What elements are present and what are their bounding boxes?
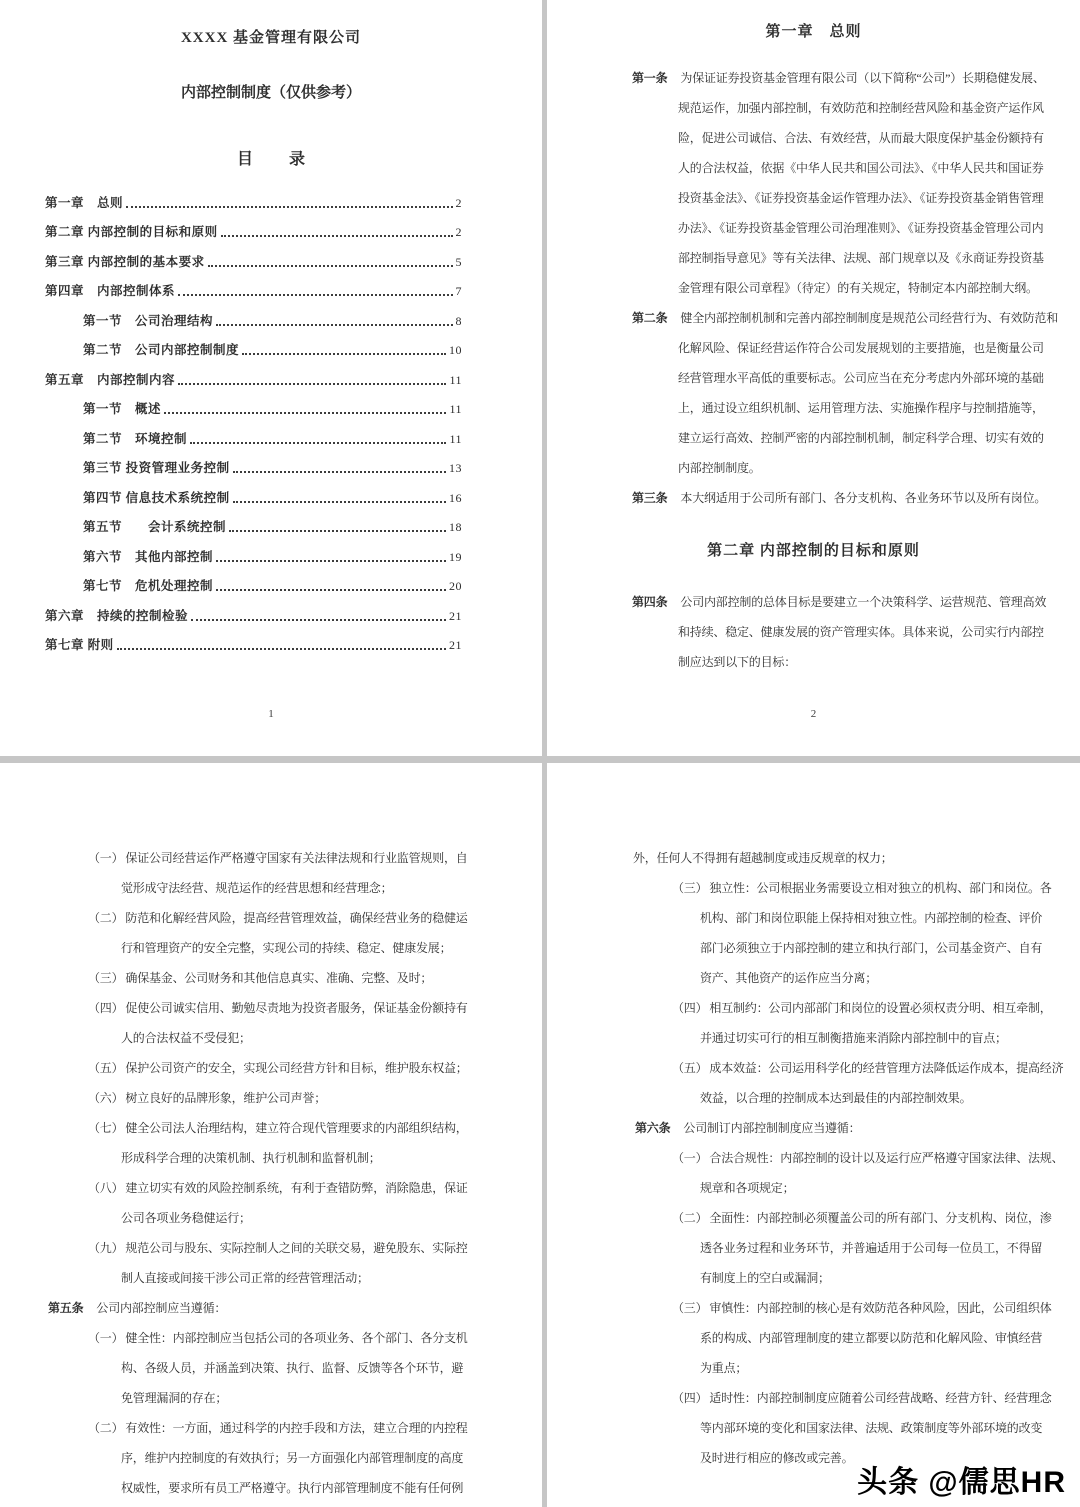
toc-entry	[45, 506, 462, 536]
chapter2-paragraphs	[547, 587, 1080, 677]
text-line	[547, 123, 1080, 153]
toc-dot-leader	[242, 353, 446, 355]
line-text: 审慎性：内部控制的核心是有效防范各种风险，因此，公司组织体	[709, 1301, 1052, 1315]
item-label: （五）	[672, 1061, 708, 1075]
toc-entry-label: 第七节 危机处理控制	[83, 579, 214, 593]
text-line	[547, 1023, 1080, 1053]
text-line	[547, 93, 1080, 123]
toc-entry	[45, 299, 462, 329]
text-line	[547, 963, 1080, 993]
line-text: 人的合法权益，依据《中华人民共和国公司法》、《中华人民共和国证券	[678, 161, 1044, 175]
line-text: 上，通过设立组织机制、运用管理方法、实施操作程序与控制措施等，	[678, 401, 1044, 415]
line-text: 资产、其他资产的运作应当分离；	[700, 971, 878, 985]
text-line	[547, 1383, 1080, 1413]
line-text: 防范和化解经营风险，提高经营管理效益，确保经营业务的稳健运	[125, 911, 468, 925]
line-text: 经营管理水平高低的重要标志。公司应当在充分考虑内外部环境的基础	[678, 371, 1044, 385]
page-number-1: 1	[268, 708, 274, 720]
toc-dot-leader	[233, 471, 446, 473]
toc-entry-label: 第五章 内部控制内容	[45, 372, 176, 387]
text-line	[547, 1143, 1080, 1173]
toc-entry-label: 第四节 信息技术系统控制	[83, 490, 230, 505]
line-text: 行和管理资产的安全完整，实现公司的持续、稳定、健康发展；	[121, 941, 452, 955]
text-line	[0, 843, 542, 873]
line-text: 健全性：内部控制应当包括公司的各项业务、各个部门、各分支机	[125, 1331, 468, 1345]
toc-entry-label: 第五节 会计系统控制	[83, 520, 227, 534]
line-text: 效益，以合理的控制成本达到最佳的内部控制效果。	[700, 1091, 972, 1105]
toc-entry	[45, 181, 462, 211]
toc-entry-page: 11	[449, 372, 462, 387]
text-line	[547, 843, 1080, 873]
toc-entry-page: 18	[449, 520, 462, 534]
item-label: （三）	[88, 971, 124, 985]
line-text: 制应达到以下的目标：	[678, 655, 797, 669]
toc-dot-leader	[190, 442, 446, 444]
text-line	[547, 303, 1080, 333]
toc-entry	[45, 211, 462, 241]
toc-entry	[45, 476, 462, 506]
line-text: 公司内部控制的总体目标是要建立一个决策科学、运营规范、管理高效	[680, 595, 1047, 609]
line-text: 保护公司资产的安全，实现公司经营方针和目标，维护股东权益；	[125, 1061, 468, 1075]
text-line	[0, 1413, 542, 1443]
item-label: （五）	[88, 1061, 124, 1075]
text-line	[547, 333, 1080, 363]
text-line	[547, 1173, 1080, 1203]
text-line	[547, 873, 1080, 903]
line-text: 健全内部控制机制和完善内部控制制度是规范公司经营行为、有效防范和	[680, 311, 1059, 325]
item-label: （三）	[672, 881, 708, 895]
line-text: 化解风险、保证经营运作符合公司发展规划的主要措施，也是衡量公司	[678, 341, 1044, 355]
text-line	[0, 903, 542, 933]
text-line	[0, 1113, 542, 1143]
article-label: 第三条	[632, 491, 668, 505]
item-label: （一）	[88, 851, 124, 865]
toc-entry-label: 第二节 环境控制	[83, 431, 188, 446]
line-text: 本大纲适用于公司所有部门、各分支机构、各业务环节以及所有岗位。	[680, 491, 1047, 505]
toc-entry-page: 11	[449, 431, 462, 446]
toc-dot-leader	[221, 235, 453, 237]
chapter2-heading: 第二章 内部控制的目标和原则	[707, 543, 920, 559]
article-label: 第二条	[632, 311, 668, 325]
item-label: （一）	[88, 1331, 124, 1345]
page-gutter-horizontal	[0, 756, 1080, 763]
toc-entry-label: 第七章 附则	[45, 638, 114, 652]
item-label: 第五条	[48, 1301, 84, 1315]
toc-entry	[45, 270, 462, 300]
text-line	[0, 1353, 542, 1383]
text-line	[0, 1473, 542, 1503]
toc-entry	[45, 624, 462, 654]
text-line	[547, 423, 1080, 453]
line-text: 透各业务过程和业务环节，并普遍适用于公司每一位员工，不得留	[700, 1241, 1043, 1255]
toc-entry-label: 第二章 内部控制的目标和原则	[45, 225, 218, 239]
toc-dot-leader	[178, 294, 452, 296]
line-text: 合法合规性：内部控制的设计以及运行应严格遵守国家法律、法规、	[709, 1151, 1064, 1165]
text-line	[547, 453, 1080, 483]
toc-page	[0, 0, 542, 756]
toc-entry-label: 第二节 公司内部控制制度	[83, 343, 240, 357]
toc-dot-leader	[216, 324, 452, 326]
line-text: 为保证证券投资基金管理有限公司（以下简称“公司”）长期稳健发展、	[680, 71, 1045, 85]
toc-entry	[45, 417, 462, 447]
line-text: 险，促进公司诚信、合法、有效经营，从而最大限度保护基金份额持有	[678, 131, 1044, 145]
text-line	[547, 1353, 1080, 1383]
goals-page	[0, 763, 542, 1507]
toc-dot-leader	[178, 383, 446, 385]
toc-entry	[45, 565, 462, 595]
text-line	[547, 483, 1080, 513]
toc-entry-page: 13	[449, 461, 462, 475]
line-text: 和持续、稳定、健康发展的资产管理实体。具体来说，公司实行内部控	[678, 625, 1044, 639]
article-label: 第一条	[632, 71, 668, 85]
text-line	[547, 1203, 1080, 1233]
line-text: 有制度上的空白或漏洞；	[700, 1271, 830, 1285]
line-text: 免管理漏洞的存在；	[121, 1391, 228, 1405]
line-text: 建立切实有效的风险控制系统，有利于查错防弊，消除隐患，保证	[125, 1181, 468, 1195]
line-text: 相互制约：公司内部部门和岗位的设置必须权责分明、相互牵制，	[709, 1001, 1052, 1015]
text-line	[0, 1443, 542, 1473]
goals-paragraphs	[0, 763, 542, 1503]
text-line	[0, 933, 542, 963]
line-text: 序，维护内控制度的有效执行；另一方面强化内部管理制度的高度	[121, 1451, 464, 1465]
toc-entry-page: 16	[449, 490, 462, 505]
line-text: 为重点；	[700, 1361, 748, 1375]
line-text: 觉形成守法经营、规范运作的经营思想和经营理念；	[121, 881, 393, 895]
toc-entry-page: 5	[455, 254, 462, 269]
toc-entry-page: 10	[449, 343, 462, 357]
text-line	[547, 1263, 1080, 1293]
text-line	[0, 993, 542, 1023]
text-line	[547, 1113, 1080, 1143]
chapter1-paragraphs	[547, 63, 1080, 513]
toc-entry-page: 19	[449, 549, 462, 564]
line-text: 适时性：内部控制制度应随着公司经营战略、经营方针、经营理念	[709, 1391, 1052, 1405]
item-label: （六）	[88, 1091, 124, 1105]
text-line	[547, 393, 1080, 423]
text-line	[547, 587, 1080, 617]
page-number-2: 2	[810, 708, 817, 720]
toc-entry-label: 第一节 概述	[83, 402, 162, 416]
chapter1-heading: 第一章 总则	[765, 24, 862, 40]
text-line	[547, 1323, 1080, 1353]
text-line	[0, 1203, 542, 1233]
toc-entry	[45, 388, 462, 418]
toc-entry	[45, 535, 462, 565]
line-text: 公司各项业务稳健运行；	[121, 1211, 251, 1225]
line-text: 机构、部门和岗位职能上保持相对独立性。内部控制的检查、评价	[700, 911, 1043, 925]
text-line	[0, 1173, 542, 1203]
toc-entry-label: 第六章 持续的控制检验	[45, 608, 189, 623]
toc-entry-page: 21	[449, 638, 462, 652]
toc-entry-label: 第三节 投资管理业务控制	[83, 461, 230, 475]
line-text: 建立运行高效、控制严密的内部控制机制，制定科学合理、切实有效的	[678, 431, 1044, 445]
line-text: 促使公司诚实信用、勤勉尽责地为投资者服务，保证基金份额持有	[125, 1001, 468, 1015]
line-text: 构、各级人员，并涵盖到决策、执行、监督、反馈等各个环节，避	[121, 1361, 464, 1375]
text-line	[547, 363, 1080, 393]
toc-dot-leader	[233, 501, 446, 503]
toc-list	[0, 181, 542, 653]
toc-entry-page: 2	[455, 195, 462, 210]
item-label: （八）	[88, 1181, 124, 1195]
text-line	[0, 1053, 542, 1083]
toc-entry-label: 第三章 内部控制的基本要求	[45, 254, 205, 269]
toc-entry-page: 2	[455, 225, 462, 239]
toc-entry	[45, 594, 462, 624]
line-text: 人的合法权益不受侵犯；	[121, 1031, 251, 1045]
item-label: （二）	[672, 1211, 708, 1225]
toc-entry-label: 第一章 总则	[45, 195, 124, 210]
line-text: 办法》、《证券投资基金管理公司治理准则》、《证券投资基金管理公司内	[678, 221, 1044, 235]
text-line	[0, 1323, 542, 1353]
line-text: 公司内部控制应当遵循：	[96, 1301, 227, 1315]
item-label: （一）	[672, 1151, 708, 1165]
item-label: （二）	[88, 911, 124, 925]
toc-entry	[45, 329, 462, 359]
text-line	[0, 1233, 542, 1263]
text-line	[0, 1023, 542, 1053]
line-text: 投资基金法》、《证券投资基金运作管理办法》、《证券投资基金销售管理	[678, 191, 1044, 205]
item-label: （二）	[88, 1421, 124, 1435]
text-line	[0, 1143, 542, 1173]
item-label: （四）	[672, 1391, 708, 1405]
line-text: 有效性：一方面，通过科学的内控手段和方法，建立合理的内控程	[125, 1421, 468, 1435]
text-line	[547, 1413, 1080, 1443]
text-line	[547, 617, 1080, 647]
text-line	[0, 1263, 542, 1293]
toc-dot-leader	[191, 619, 446, 621]
line-text: 内部控制制度。	[678, 461, 761, 475]
toc-entry-page: 7	[455, 284, 462, 298]
toc-dot-leader	[216, 560, 446, 562]
item-label: （七）	[88, 1121, 124, 1135]
text-line	[0, 963, 542, 993]
text-line	[547, 63, 1080, 93]
text-line	[547, 1293, 1080, 1323]
toc-entry-page: 21	[449, 608, 462, 623]
line-text: 权威性，要求所有员工严格遵守。执行内部管理制度不能有任何例	[121, 1481, 464, 1495]
line-text: 系的构成、内部管理制度的建立都要以防范和化解风险、审慎经营	[700, 1331, 1043, 1345]
toc-entry	[45, 358, 462, 388]
toc-dot-leader	[229, 530, 446, 532]
line-text: 保证公司经营运作严格遵守国家有关法律法规和行业监管规则，自	[125, 851, 468, 865]
line-text: 全面性：内部控制必须覆盖公司的所有部门、分支机构、岗位，渗	[709, 1211, 1052, 1225]
line-text: 形成科学合理的决策机制、执行机制和监督机制；	[121, 1151, 381, 1165]
line-text: 部控制指导意见》等有关法律、法规、部门规章以及《永商证券投资基	[678, 251, 1044, 265]
line-text: 成本效益：公司运用科学化的经营管理方法降低运作成本，提高经济	[709, 1061, 1064, 1075]
toc-dot-leader	[164, 412, 446, 414]
company-title: XXXX 基金管理有限公司	[180, 30, 362, 46]
toc-entry-page: 11	[449, 402, 462, 416]
text-line	[547, 183, 1080, 213]
line-text: 制人直接或间接干涉公司正常的经营管理活动；	[121, 1271, 369, 1285]
line-text: 公司制订内部控制制度应当遵循：	[683, 1121, 861, 1135]
toc-entry-page: 20	[449, 579, 462, 593]
toc-entry	[45, 240, 462, 270]
toc-entry-label: 第四章 内部控制体系	[45, 284, 176, 298]
line-text: 外，任何人不得拥有超越制度或违反规章的权力；	[633, 851, 893, 865]
text-line	[547, 1233, 1080, 1263]
document-title: 内部控制制度（仅供参考）	[180, 85, 361, 101]
text-line	[0, 1383, 542, 1413]
text-line	[0, 1083, 542, 1113]
line-text: 及时进行相应的修改或完善。	[700, 1451, 854, 1465]
text-line	[547, 153, 1080, 183]
text-line	[547, 647, 1080, 677]
line-text: 规范公司与股东、实际控制人之间的关联交易，避免股东、实际控	[125, 1241, 468, 1255]
line-text: 树立良好的品牌形象，维护公司声誉；	[125, 1091, 327, 1105]
text-line	[547, 993, 1080, 1023]
line-text: 规章和各项规定；	[700, 1181, 795, 1195]
text-line	[547, 273, 1080, 303]
principles-paragraphs	[547, 763, 1080, 1473]
text-line	[0, 1293, 542, 1323]
toc-dot-leader	[117, 648, 446, 650]
item-label: （四）	[88, 1001, 124, 1015]
text-line	[547, 1053, 1080, 1083]
principles-page	[547, 763, 1080, 1507]
line-text: 部门必须独立于内部控制的建立和执行部门，公司基金资产、自有	[700, 941, 1043, 955]
text-line	[0, 873, 542, 903]
toc-dot-leader	[126, 206, 452, 208]
item-label: 第六条	[635, 1121, 671, 1135]
line-text: 并通过切实可行的相互制衡措施来消除内部控制中的盲点；	[700, 1031, 1007, 1045]
text-line	[547, 1083, 1080, 1113]
toc-entry	[45, 447, 462, 477]
text-line	[547, 933, 1080, 963]
line-text: 独立性：公司根据业务需要设立相对独立的机构、部门和岗位。各	[709, 881, 1052, 895]
text-line	[547, 213, 1080, 243]
line-text: 健全公司法人治理结构，建立符合现代管理要求的内部组织结构，	[125, 1121, 468, 1135]
line-text: 金管理有限公司章程》（待定）的有关规定，特制定本内部控制大纲。	[678, 281, 1038, 295]
toc-entry-page: 8	[455, 313, 462, 328]
article-label: 第四条	[632, 595, 668, 609]
line-text: 规范运作，加强内部控制，有效防范和控制经营风险和基金资产运作风	[678, 101, 1044, 115]
toc-dot-leader	[208, 265, 453, 267]
toc-entry-label: 第一节 公司治理结构	[83, 313, 214, 328]
text-line	[547, 243, 1080, 273]
toc-entry-label: 第六节 其他内部控制	[83, 549, 214, 564]
text-line	[547, 903, 1080, 933]
chapter1-page	[547, 0, 1080, 756]
item-label: （四）	[672, 1001, 708, 1015]
line-text: 确保基金、公司财务和其他信息真实、准确、完整、及时；	[125, 971, 433, 985]
item-label: （三）	[672, 1301, 708, 1315]
toc-dot-leader	[216, 589, 446, 591]
toc-heading: 目 录	[236, 151, 315, 168]
toutiao-watermark: 头条 @儒思HR	[857, 1466, 1066, 1499]
item-label: （九）	[88, 1241, 124, 1255]
line-text: 等内部环境的变化和国家法律、法规、政策制度等外部环境的改变	[700, 1421, 1043, 1435]
